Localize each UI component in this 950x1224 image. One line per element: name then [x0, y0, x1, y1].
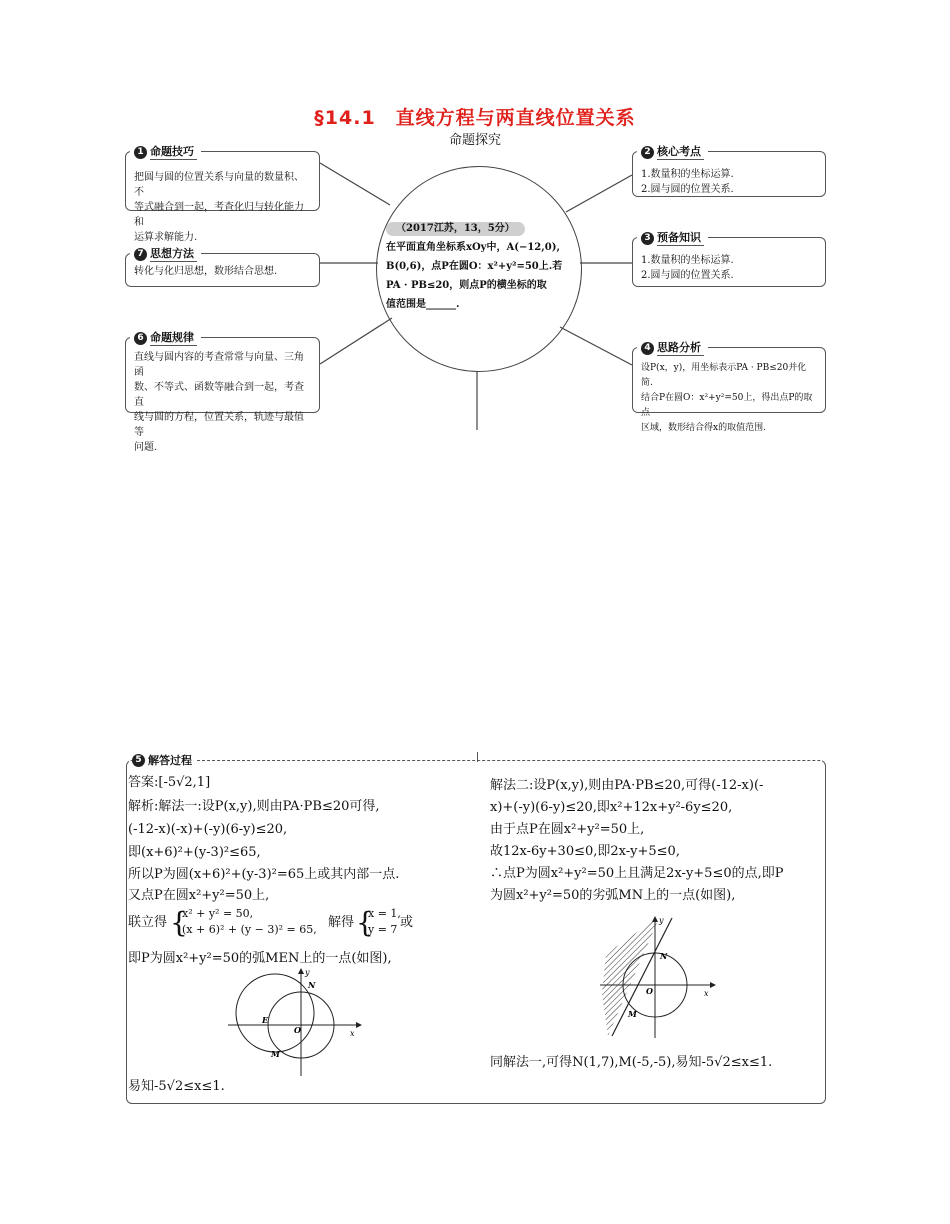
point-label: M — [628, 1009, 637, 1019]
box-text: 区域，数形结合得x的取值范围. — [641, 423, 766, 433]
problem-line: PA · PB≤20，则点P的横坐标的取 — [386, 280, 547, 291]
point-label: N — [660, 951, 668, 961]
point-label: M — [271, 1049, 280, 1059]
solution-line: 所以P为圆(x+6)²+(y-3)²=65上或其内部一点. — [128, 867, 400, 882]
box-text: 线与圆的方程，位置关系，轨迹与最值等 — [134, 412, 304, 438]
box-text: 2.圆与圆的位置关系. — [641, 270, 734, 281]
step-number-badge: 5 — [132, 754, 145, 767]
figure-two-circles — [224, 966, 364, 1078]
box-label: 预备知识 — [657, 230, 704, 246]
point-label: O — [294, 1025, 301, 1035]
box-text: 直线与圆内容的考查常常与向量、三角函 — [134, 352, 304, 378]
solution-tag — [132, 752, 195, 768]
system-eq: y = 7 — [368, 923, 398, 936]
solution-line: 同解法一,可得N(1,7),M(-5,-5),易知-5√2≤x≤1. — [490, 1055, 773, 1070]
axis-label: x — [350, 1029, 355, 1038]
step-number-badge: 1 — [134, 146, 147, 159]
problem-line: 在平面直角坐标系xOy中，A(−12,0), — [386, 242, 560, 253]
box-label: 思路分析 — [657, 340, 704, 356]
center-problem — [386, 219, 570, 314]
system-eq: x = 1, — [368, 907, 401, 920]
divider-tick — [477, 752, 478, 762]
point-label: E — [262, 1015, 269, 1025]
solution-line: ∴点P为圆x²+y²=50上且满足2x-y+5≤0的点,即P — [490, 866, 784, 881]
problem-source: （2017江苏，13，5分） — [386, 222, 525, 236]
box-label: 命题技巧 — [150, 144, 197, 160]
solution-line: (-12-x)(-x)+(-y)(6-y)≤20, — [128, 822, 288, 837]
axis-label: y — [305, 968, 310, 977]
box-text: 1.数量积的坐标运算. — [641, 169, 734, 180]
system-brace: { — [170, 906, 188, 939]
box-thinking-method — [125, 247, 320, 287]
step-number-badge: 4 — [641, 342, 654, 355]
box-text: 数、不等式、函数等融合到一起，考查直 — [134, 382, 304, 408]
solution-line: 解析:解法一:设P(x,y),则由PA·PB≤20可得, — [128, 799, 380, 814]
box-label: 命题规律 — [150, 330, 197, 346]
system-eq: (x + 6)² + (y − 3)² = 65, — [182, 923, 317, 936]
box-text: 1.数量积的坐标运算. — [641, 255, 734, 266]
problem-line: B(0,6)，点P在圆O：x²+y²=50上.若 — [386, 261, 563, 272]
solution-line: 即P为圆x²+y²=50的弧MEN上的一点(如图), — [128, 951, 392, 966]
box-prerequisites — [632, 231, 826, 287]
system-eq: x² + y² = 50, — [182, 907, 254, 920]
box-text: 结合P在圆O：x²+y²=50上，得出点P的取点 — [641, 393, 813, 418]
page-subtitle: 命题探究 — [448, 133, 501, 148]
box-text: 设P(x，y)，用坐标表示PA · PB≤20并化简. — [641, 363, 807, 388]
step-number-badge: 2 — [641, 146, 654, 159]
point-label: O — [646, 986, 653, 996]
solution-line: x)+(-y)(6-y)≤20,即x²+12x+y²-6y≤20, — [490, 800, 733, 815]
solution-line: 解得 — [328, 915, 355, 930]
step-number-badge: 6 — [134, 332, 147, 345]
point-label: N — [308, 980, 316, 990]
solution-line: 故12x-6y+30≤0,即2x-y+5≤0, — [490, 844, 680, 859]
solution-line: 解法二:设P(x,y),则由PA·PB≤20,可得(-12-x)(- — [490, 778, 764, 793]
axis-label: y — [659, 916, 664, 925]
box-label: 核心考点 — [657, 144, 704, 160]
step-number-badge: 7 — [134, 248, 147, 261]
box-approach-analysis — [632, 341, 826, 433]
box-text: 2.圆与圆的位置关系. — [641, 184, 734, 195]
solution-line: 为圆x²+y²=50的劣弧MN上的一点(如图), — [490, 888, 736, 903]
box-text: 等式融合到一起，考查化归与转化能力和 — [134, 202, 304, 228]
box-text: 转化与化归思想，数形结合思想. — [134, 266, 278, 277]
solution-line: 又点P在圆x²+y²=50上, — [128, 888, 270, 903]
step-number-badge: 3 — [641, 232, 654, 245]
solution-line: 联立得 — [128, 915, 168, 930]
problem-line: 值范围是______. — [386, 299, 460, 310]
solution-label: 解答过程 — [148, 754, 192, 767]
box-proposition-skill — [125, 145, 320, 243]
box-label: 思想方法 — [150, 246, 197, 262]
solution-line: 由于点P在圆x²+y²=50上, — [490, 822, 645, 837]
box-core-points — [632, 145, 826, 197]
figure-shaded-region — [598, 914, 720, 1038]
box-proposition-rule — [125, 331, 320, 453]
box-text: 把圆与圆的位置关系与向量的数量积、不 — [134, 172, 304, 198]
page-title: §14.1 直线方程与两直线位置关系 — [314, 107, 636, 129]
box-text: 问题. — [134, 442, 158, 453]
box-text: 运算求解能力. — [134, 232, 198, 243]
system-brace: { — [356, 906, 374, 939]
solution-line: 答案:[-5√2,1] — [128, 775, 211, 790]
axis-label: x — [704, 989, 709, 998]
solution-line: 易知-5√2≤x≤1. — [128, 1079, 225, 1094]
solution-line: 即(x+6)²+(y-3)²≤65, — [128, 845, 261, 860]
solution-line: 或 — [400, 915, 414, 930]
